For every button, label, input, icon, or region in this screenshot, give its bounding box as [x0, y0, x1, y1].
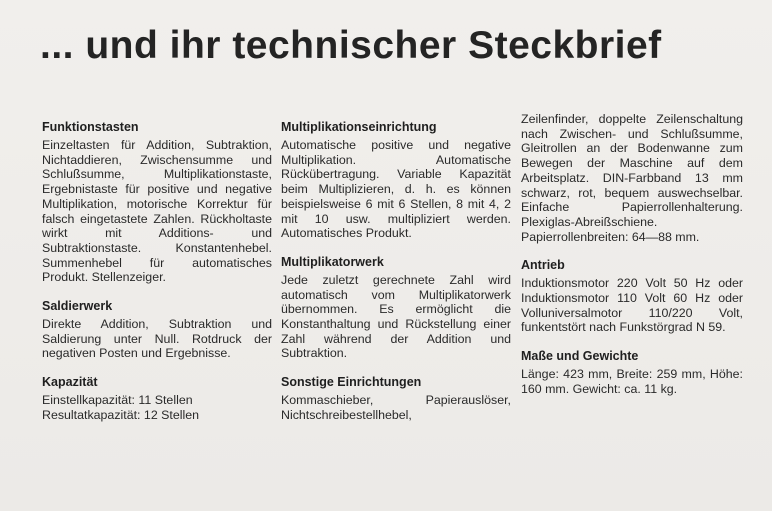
section-text: Automatische positive und negative Multiplikation. Automatische Rückübertragung. Variable Kapazität beim Multiplizieren, d. h. es können beispielsweise 6 mit 6 Stellen, 8 mit 4, 2 mit 10 usw. multipliziert werden. Automatisches Produkt.	[281, 138, 511, 241]
section-text: Einstellkapazität: 11 Stellen Resultatkapazität: 12 Stellen	[42, 393, 200, 422]
section-text: Induktionsmotor 220 Volt 50 Hz oder Induktionsmotor 110 Volt 60 Hz oder Volluniversalmotor 110/220 Volt, funkentstört nach Funkstörgrad N 59.	[521, 276, 743, 335]
column-3	[521, 112, 743, 411]
section-masse-und-gewichte	[521, 349, 743, 396]
section-saldierwerk	[42, 299, 272, 361]
column-2	[281, 120, 511, 437]
section-heading: Sonstige Einrichtungen	[281, 375, 422, 390]
section-funktionstasten	[42, 120, 272, 285]
section-heading: Multiplikationseinrichtung	[281, 120, 437, 134]
section-multiplikatorwerk	[281, 255, 511, 361]
section-heading: Funktionstasten	[42, 120, 139, 134]
section-antrieb	[521, 258, 743, 335]
section-kapazitaet	[42, 375, 272, 422]
section-text: Länge: 423 mm, Breite: 259 mm, Höhe: 160 mm. Gewicht: ca. 11 kg.	[521, 367, 743, 396]
column-1	[42, 120, 272, 437]
section-text: Einzeltasten für Addition, Subtraktion, Nichtaddieren, Zwischensumme und Schlußsumme, Multiplikationstaste, Ergebnistaste für positive und negative Multiplikation, motorische Korrektur für falsch eingetastete Zahlen. Rückholtaste wirkt mit Additions- und Subtraktionstaste. Konstantenhebel. Summenhebel für automatisches Produkt. Stellenzeiger.	[42, 138, 272, 285]
section-heading: Antrieb	[521, 258, 565, 273]
section-text: Zeilenfinder, doppelte Zeilenschaltung nach Zwischen- und Schlußsumme, Gleitrollen an der Bodenwanne zum Bewegen der Maschine auf dem Arbeitsplatz. DIN-Farbband 13 mm schwarz, rot, bequem auswechselbar. Einfache Papierrollenhalterung. Plexiglas-Abreißschiene. Papierrollenbreiten: 64—88 mm.	[521, 112, 743, 244]
section-sonstige-einrichtungen	[281, 375, 511, 422]
section-heading: Maße und Gewichte	[521, 349, 639, 364]
section-text: Direkte Addition, Subtraktion und Saldierung unter Null. Rotdruck der negativen Posten und Ergebnisse.	[42, 317, 272, 361]
section-text: Jede zuletzt gerechnete Zahl wird automatisch vom Multiplikatorwerk übernommen. Es ermöglicht die Konstanthaltung und Rückstellung einer Zahl während der Addition und Subtraktion.	[281, 272, 511, 361]
section-multiplikationseinrichtung	[281, 120, 511, 241]
section-heading: Kapazität	[42, 375, 98, 390]
section-text: Kommaschieber, Papierauslöser, Nichtschreibestellhebel,	[281, 393, 511, 422]
section-continued-text	[521, 112, 743, 244]
section-heading: Multiplikatorwerk	[281, 254, 384, 269]
section-heading: Saldierwerk	[42, 299, 113, 314]
page-title: ... und ihr technischer Steckbrief	[40, 24, 662, 67]
